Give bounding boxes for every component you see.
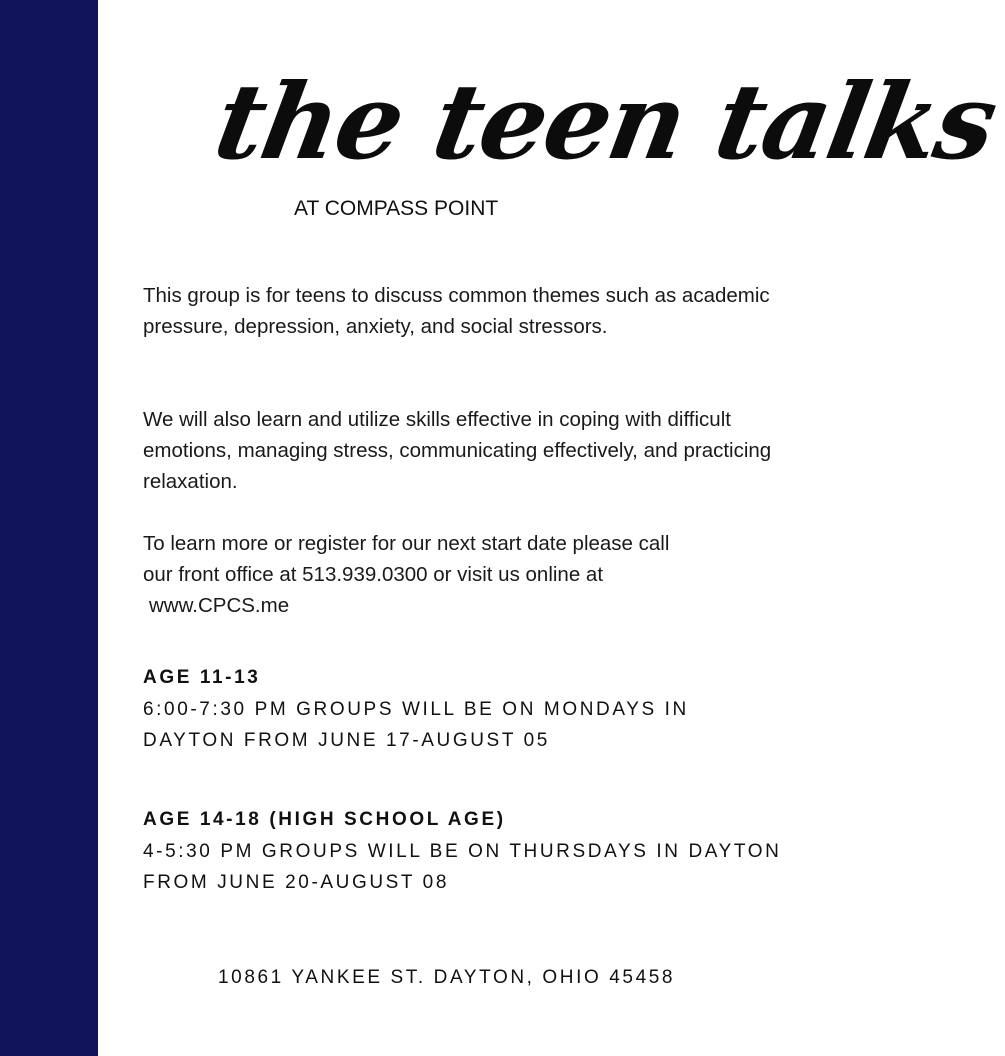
skills-paragraph: We will also learn and utilize skills effective in coping with difficult emotions, managing stress, communicating effectively, and practicing relaxation. <box>143 408 772 493</box>
session-block-age-14-18 <box>143 804 783 899</box>
navy-side-bar <box>0 0 98 1056</box>
contact-line: To learn more or register for our next start date please call <box>143 532 670 555</box>
website-link[interactable]: www.CPCS.me <box>149 594 290 617</box>
contact-line-phone: our front office at 513.939.0300 or visit us online at <box>143 563 604 586</box>
flyer-subtitle: AT COMPASS POINT <box>294 197 499 220</box>
session-age-heading: AGE 14-18 (HIGH SCHOOL AGE) <box>143 809 506 830</box>
session-age-heading: AGE 11-13 <box>143 667 261 688</box>
intro-paragraph: This group is for teens to discuss common themes such as academic pressure, depression, anxiety, and social stressors. <box>143 284 770 338</box>
session-details: 4-5:30 PM GROUPS WILL BE ON THURSDAYS IN DAYTON FROM JUNE 20-AUGUST 08 <box>143 840 782 893</box>
footer-address: 10861 YANKEE ST. DAYTON, OHIO 45458 <box>218 967 676 988</box>
contact-paragraph <box>143 528 783 621</box>
session-block-age-11-13 <box>143 662 783 757</box>
session-details: 6:00-7:30 PM GROUPS WILL BE ON MONDAYS IN DAYTON FROM JUNE 17-AUGUST 05 <box>143 698 689 751</box>
flyer-title: the teen talks <box>206 60 1005 183</box>
